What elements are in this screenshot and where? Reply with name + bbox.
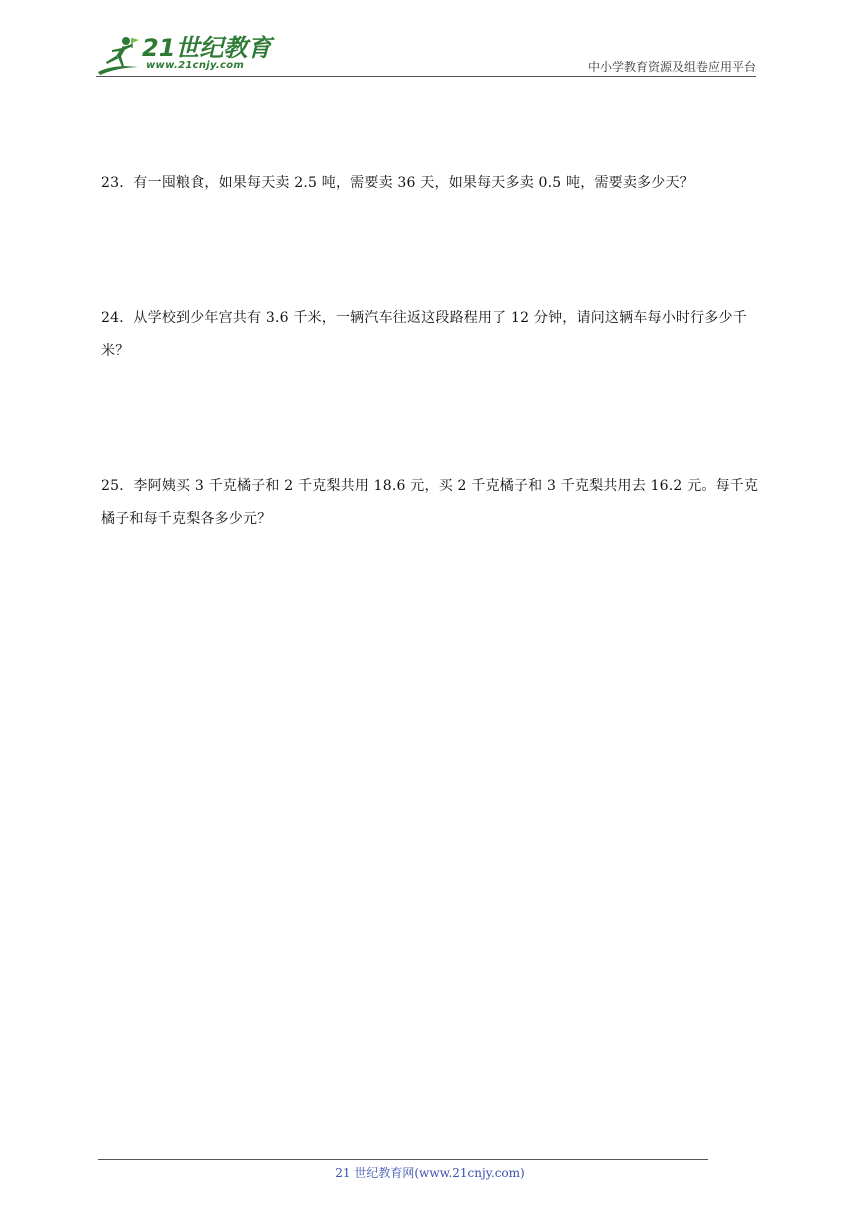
header-divider	[96, 76, 756, 77]
logo-brand-text: 21世纪教育	[142, 34, 272, 62]
question-25: 25．李阿姨买 3 千克橘子和 2 千克梨共用 18.6 元，买 2 千克橘子和 3 千克梨共用去 16.2 元。每千克橘子和每千克梨各多少元？	[101, 478, 759, 527]
platform-tagline: 中小学教育资源及组卷应用平台	[587, 60, 756, 74]
site-logo[interactable]	[96, 34, 272, 78]
footer-divider	[98, 1159, 708, 1160]
runner-logo-icon	[96, 34, 140, 78]
logo-url-text: www.21cnjy.com	[146, 60, 245, 71]
question-24: 24．从学校到少年宫共有 3.6 千米，一辆汽车往返这段路程用了 12 分钟，请问这辆车每小时行多少千米？	[101, 310, 747, 359]
footer-source-link[interactable]: 21 世纪教育网(www.21cnjy.com)	[335, 1166, 525, 1180]
page-header	[0, 0, 860, 90]
question-23: 23．有一囤粮食，如果每天卖 2.5 吨，需要卖 36 天，如果每天多卖 0.5 吨，需要卖多少天？	[101, 175, 694, 191]
